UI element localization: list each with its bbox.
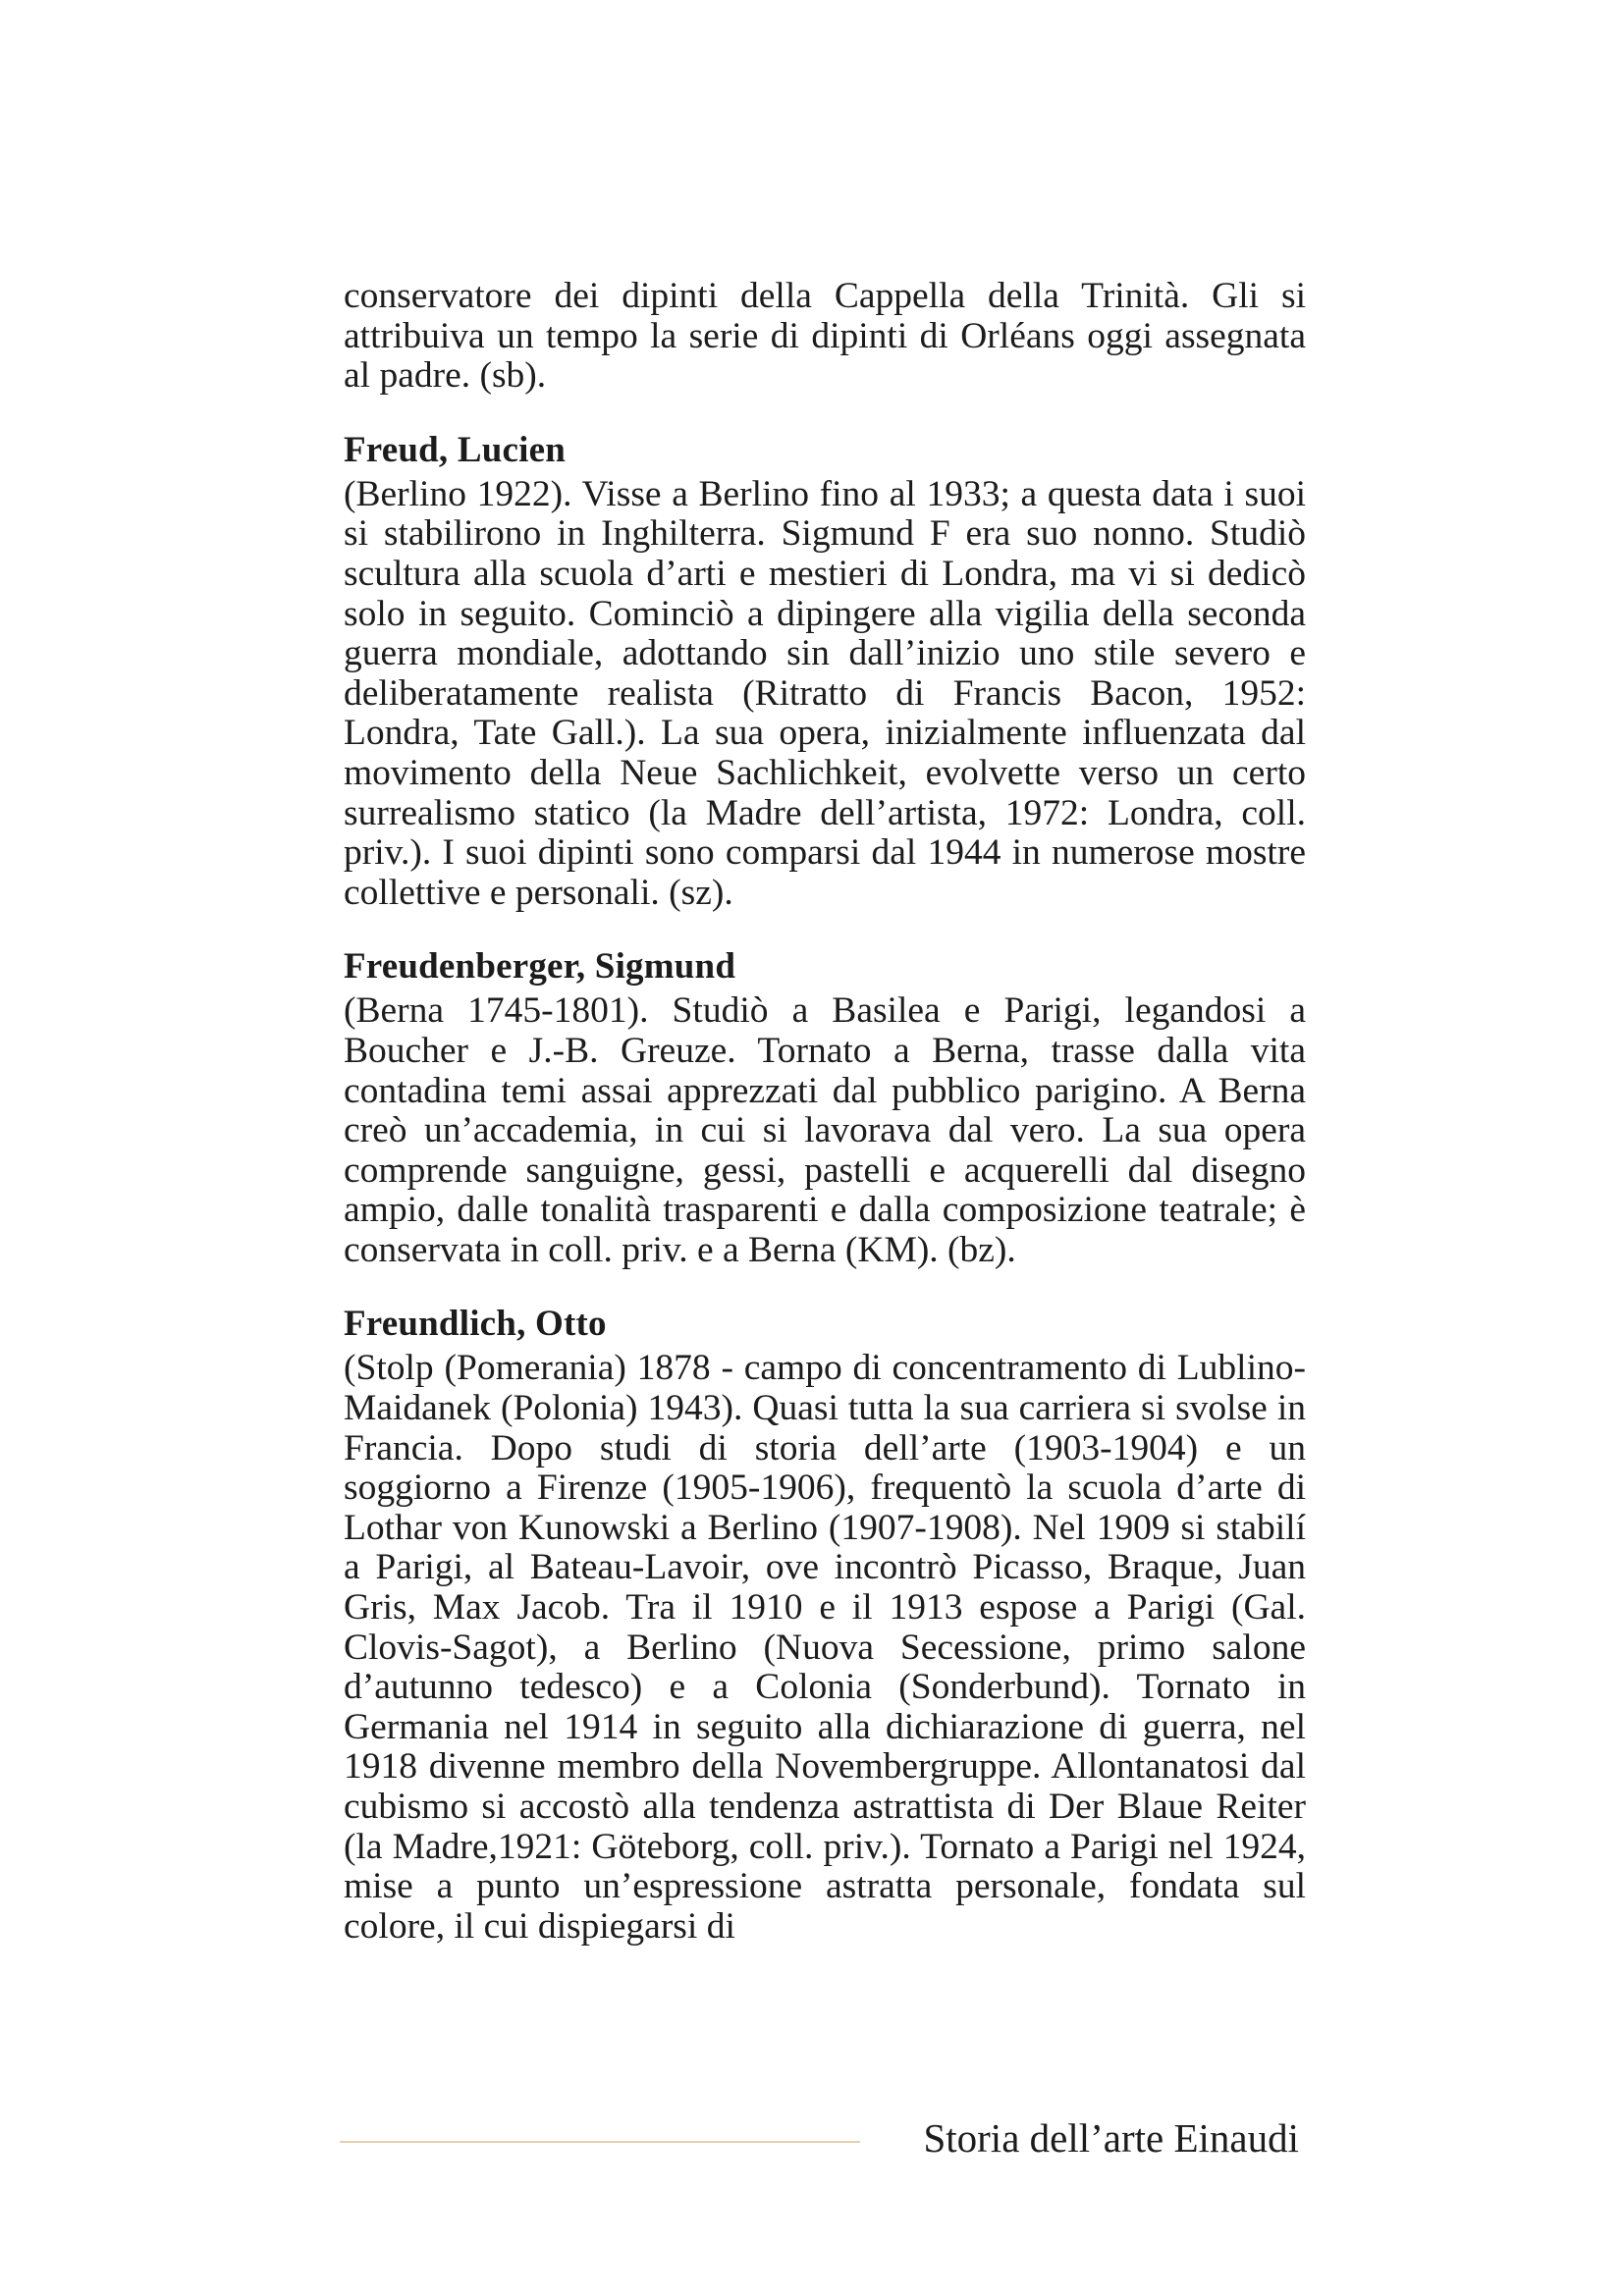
footer-publisher-label: Storia dell’arte Einaudi	[923, 2115, 1299, 2161]
entry-text: (Stolp (Pomerania) 1878 - campo di concentramento di Lublino-Maidanek (Polonia) 1943). Quasi tutta la sua carriera si svolse in Francia. Dopo studi di storia dell’arte (1903-1904) e un soggiorno a Firenze (1905-1906), frequentò la scuola d’arte di Lothar von Kunowski a Berlino (1907-1908). Nel 1909 si stabilí a Parigi, al Bateau-Lavoir, ove incontrò Picasso, Braque, Juan Gris, Max Jacob. Tra il 1910 e il 1913 espose a Parigi (Gal. Clovis-Sagot), a Berlino (Nuova Secessione, primo salone d’autunno tedesco) e a Colonia (Sonderbund). Tornato in Germania nel 1914 in seguito alla dichiarazione di guerra, nel 1918 divenne membro della Novembergruppe. Allontanatosi dal cubismo si accostò alla tendenza astrattista di Der Blaue Reiter (la Madre,1921: Göteborg, coll. priv.). Tornato a Parigi nel 1924, mise a punto un’espressione astratta personale, fondata sul colore, il cui dispiegarsi di	[344, 1348, 1306, 1947]
entry-freudenberger-sigmund	[344, 946, 1306, 1270]
entry-title: Freudenberger, Sigmund	[344, 946, 736, 988]
text-column	[344, 277, 1306, 1947]
entry-title: Freundlich, Otto	[344, 1304, 607, 1345]
entry-title: Freud, Lucien	[344, 429, 566, 470]
entry-text: (Berlino 1922). Visse a Berlino fino al 1933; a questa data i suoi si stabilirono in Inghilterra. Sigmund F era suo nonno. Studiò scultura alla scuola d’arti e mestieri di Londra, ma vi si dedicò solo in seguito. Cominciò a dipingere alla vigilia della seconda guerra mondiale, adottando sin dall’inizio uno stile severo e deliberatamente realista (Ritratto di Francis Bacon, 1952: Londra, Tate Gall.). La sua opera, inizialmente influenzata dal movimento della Neue Sachlichkeit, evolvette verso un certo surrealismo statico (la Madre dell’artista, 1972: Londra, coll. priv.). I suoi dipinti sono comparsi dal 1944 in numerose mostre collettive e personali. (sz).	[344, 473, 1306, 913]
entry-freundlich-otto	[344, 1304, 1306, 1947]
footer-rule	[340, 2141, 860, 2143]
continuation-paragraph: conservatore dei dipinti della Cappella della Trinità. Gli si attribuiva un tempo la serie di dipinti di Orléans oggi assegnata al padre. (sb).	[344, 276, 1306, 397]
entry-freud-lucien	[344, 430, 1306, 914]
entry-text: (Berna 1745-1801). Studiò a Basilea e Parigi, legandosi a Boucher e J.-B. Greuze. Tornato a Berna, trasse dalla vita contadina temi assai apprezzati dal pubblico parigino. A Berna creò un’accademia, in cui si lavorava dal vero. La sua opera comprende sanguigne, gessi, pastelli e acquerelli dal disegno ampio, dalle tonalità trasparenti e dalla composizione teatrale; è conservata in coll. priv. e a Berna (KM). (bz).	[344, 990, 1306, 1270]
